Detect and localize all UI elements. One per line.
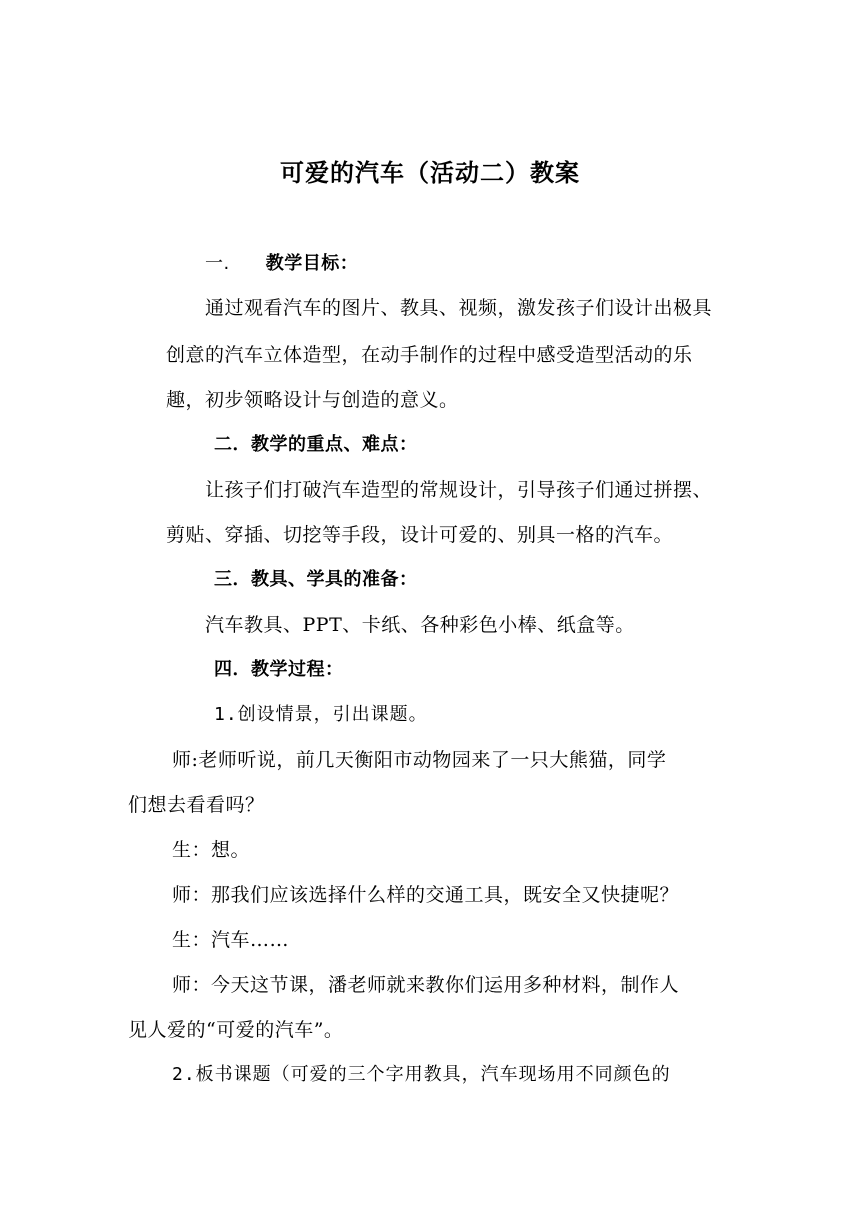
dialogue-line: 师：今天这节课，潘老师就来教你们运用多种材料，制作人 [172,974,680,996]
section-heading-materials: 三．教具、学具的准备： [214,569,418,590]
paragraph-line: 创意的汽车立体造型，在动手制作的过程中感受造型活动的乐 [166,344,693,366]
section-title: 教学目标： [265,253,359,274]
paragraph-line: 汽车教具、PPT、卡纸、各种彩色小棒、纸盒等。 [205,614,635,636]
section-heading-process: 四．教学过程： [214,659,344,680]
dialogue-line: 生：汽车…… [172,929,290,951]
paragraph-line: 剪贴、穿插、切挖等手段，设计可爱的、别具一格的汽车。 [166,524,674,546]
paragraph-line: 让孩子们打破汽车造型的常规设计，引导孩子们通过拼摆、 [205,479,713,501]
paragraph-line: 趣，初步领略设计与创造的意义。 [166,389,459,411]
section-heading-key-points: 二．教学的重点、难点： [214,434,418,455]
dialogue-line: 生：想。 [172,839,251,861]
section-heading-objectives [205,252,358,276]
dialogue-line: 师:老师听说，前几天衡阳市动物园来了一只大熊猫，同学 [172,749,667,771]
step-heading: 1.创设情景，引出课题。 [214,704,428,725]
dialogue-line: 们想去看看吗？ [128,794,265,816]
dialogue-line: 见人爱的“可爱的汽车”。 [128,1019,344,1041]
dialogue-line: 师：那我们应该选择什么样的交通工具，既安全又快捷呢？ [172,884,680,906]
step-heading: 2.板书课题（可爱的三个字用教具，汽车现场用不同颜色的 [172,1064,671,1085]
document-title: 可爱的汽车（活动二）教案 [280,159,580,187]
section-number: 一. [205,253,230,274]
paragraph-line: 通过观看汽车的图片、教具、视频，激发孩子们设计出极具 [205,297,713,319]
